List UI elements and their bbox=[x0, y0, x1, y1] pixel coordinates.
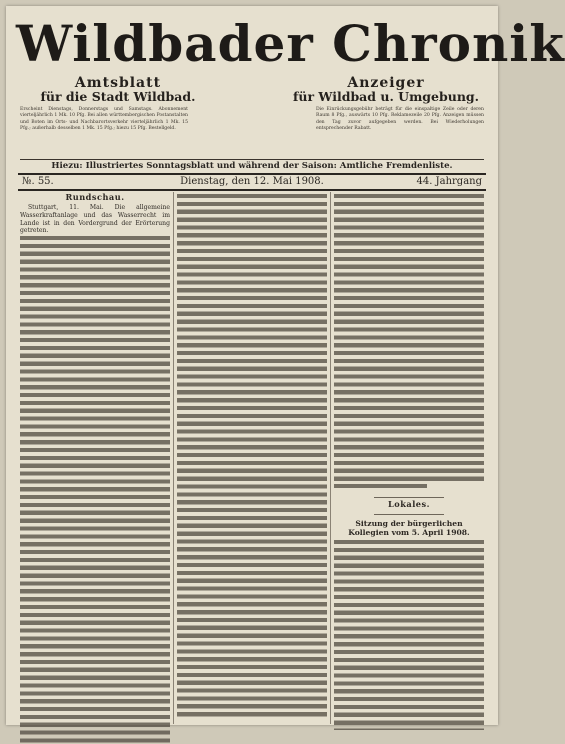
anzeiger-label: Anzeiger bbox=[347, 75, 425, 91]
column-1 bbox=[20, 194, 170, 722]
article-body-text bbox=[334, 484, 427, 492]
lokales-heading: Lokales. bbox=[388, 499, 430, 509]
subscription-info: Erscheint Dienstags, Donnerstags und Samstags. Abonnement vierteljährlich 1 Mk. 10 Pfg. Bei allen württembergischen Postanstalten und Boten im Orts- und Nachbarortsverkehr vierteljährlich 1 Mk. 15 Pfg.; außerhalb desselben 1 Mk. 15 Pfg.; hiezu 15 Pfg. Bestellgeld. bbox=[20, 107, 188, 131]
masthead-title: Wildbader Chronik bbox=[16, 14, 565, 73]
volume-year: 44. Jahrgang bbox=[416, 176, 482, 187]
article-lead: Stuttgart, 11. Mai. Die allgemeine Wasserkraftanlage und das Wasserrecht im Lande ist in den Vordergrund der Erörterung getreten. bbox=[20, 203, 170, 235]
issue-number: №. 55. bbox=[22, 176, 54, 187]
newspaper-page bbox=[6, 6, 565, 725]
anzeiger-sub: für Wildbad u. Umgebung. bbox=[292, 89, 479, 104]
dateline-bar bbox=[18, 173, 486, 191]
supplement-line: Hiezu: Illustriertes Sonntagsblatt und während der Saison: Amtliche Fremdenliste. bbox=[20, 159, 484, 172]
section-divider bbox=[374, 514, 444, 515]
column-3 bbox=[334, 194, 484, 722]
section-divider bbox=[374, 497, 444, 498]
masthead-right-subtitle bbox=[286, 76, 486, 104]
amtsblatt-label: Amtsblatt bbox=[74, 75, 162, 91]
column-2 bbox=[177, 194, 327, 722]
rundschau-heading: Rundschau. bbox=[65, 192, 125, 202]
article-body-text bbox=[20, 236, 170, 744]
issue-date: Dienstag, den 12. Mai 1908. bbox=[180, 176, 324, 187]
article-body-text bbox=[334, 540, 484, 730]
column-rule bbox=[173, 192, 174, 724]
column-rule bbox=[330, 192, 331, 724]
masthead-left-subtitle bbox=[18, 76, 218, 104]
council-session-heading: Sitzung der bürgerlichen Kollegien vom 5. April 1908. bbox=[348, 518, 470, 537]
amtsblatt-sub: für die Stadt Wildbad. bbox=[40, 89, 196, 104]
advertising-rates: Die Einrückungsgebühr beträgt für die einspaltige Zeile oder deren Raum 8 Pfg., auswärts 10 Pfg. Reklamezeile 20 Pfg. Anzeigen müssen den Tag zuvor aufgegeben werden. Bei Wiederholungen entsprechender Rabatt. bbox=[316, 107, 484, 131]
article-body-text bbox=[177, 194, 327, 720]
article-body-text bbox=[334, 194, 484, 484]
